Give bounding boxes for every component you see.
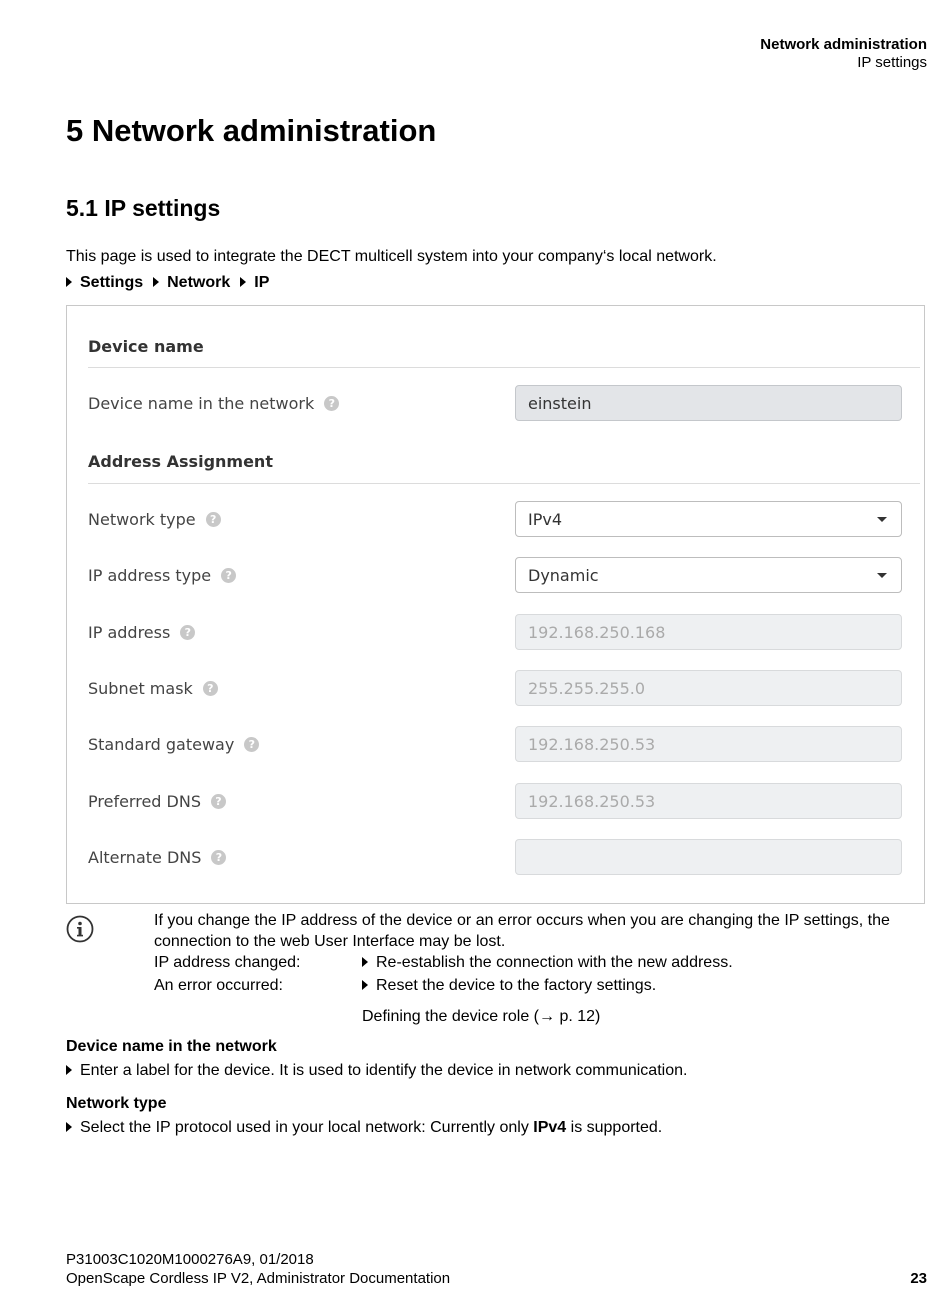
ip-settings-panel — [66, 305, 925, 904]
arrow-icon: → — [538, 1008, 560, 1025]
footer-doc-title: OpenScape Cordless IP V2, Administrator Documentation — [66, 1270, 451, 1287]
network-type-value: IPv4 — [528, 509, 563, 529]
section-heading: 5.1 IP settings — [66, 195, 221, 221]
section-device-name: Device name — [88, 337, 204, 356]
arrow-right-icon — [362, 980, 368, 990]
help-icon[interactable]: ? — [211, 794, 226, 809]
alternate-dns-label: Alternate DNS ? — [88, 839, 226, 875]
help-icon[interactable]: ? — [211, 850, 226, 865]
ip-address-input[interactable]: 192.168.250.168 — [515, 614, 902, 650]
case-ip-changed: IP address changed: — [154, 954, 301, 971]
help-icon[interactable]: ? — [244, 737, 259, 752]
ip-address-type-select[interactable] — [515, 557, 902, 593]
menu-path-item: Network — [153, 274, 230, 292]
ip-address-label: IP address ? — [88, 614, 195, 650]
help-icon[interactable]: ? — [221, 568, 236, 583]
chevron-down-icon — [877, 573, 887, 578]
network-type-label: Network type ? — [88, 501, 221, 537]
arrow-right-icon — [240, 277, 246, 287]
definition-text-device-name: Enter a label for the device. It is used to identify the device in network communication. — [66, 1062, 687, 1080]
arrow-right-icon — [66, 277, 72, 287]
section-address-assignment: Address Assignment — [88, 452, 273, 471]
arrow-right-icon — [153, 277, 159, 287]
subnet-mask-input[interactable]: 255.255.255.0 — [515, 670, 902, 706]
chevron-down-icon — [877, 517, 887, 522]
definition-title-device-name: Device name in the network — [66, 1038, 277, 1055]
device-name-input[interactable]: einstein — [515, 385, 902, 421]
standard-gateway-input[interactable]: 192.168.250.53 — [515, 726, 902, 762]
info-note-text: If you change the IP address of the device or an error occurs when you are changing the IP settings, the connection to the web User Interface may be lost. — [154, 912, 890, 950]
definition-title-network-type: Network type — [66, 1095, 167, 1112]
help-icon[interactable]: ? — [324, 396, 339, 411]
case-error-action: Reset the device to the factory settings. — [362, 977, 656, 995]
ip-address-type-value: Dynamic — [528, 565, 599, 585]
running-header-chapter: Network administration — [760, 36, 927, 53]
divider — [88, 367, 920, 368]
preferred-dns-label: Preferred DNS ? — [88, 783, 226, 819]
info-icon — [66, 915, 94, 943]
intro-text: This page is used to integrate the DECT multicell system into your company‘s local network. — [66, 248, 717, 265]
running-header-section: IP settings — [857, 54, 927, 71]
standard-gateway-label: Standard gateway ? — [88, 726, 259, 762]
help-icon[interactable]: ? — [180, 625, 195, 640]
ip-address-type-label: IP address type ? — [88, 557, 236, 593]
menu-path-item: Settings — [66, 274, 143, 292]
cross-reference[interactable]: Defining the device role (→ p. 12) — [362, 1008, 601, 1025]
arrow-right-icon — [66, 1122, 72, 1132]
case-error: An error occurred: — [154, 977, 283, 994]
menu-path-item: IP — [240, 274, 269, 292]
device-name-label: Device name in the network ? — [88, 385, 339, 421]
chapter-heading: 5 Network administration — [66, 113, 437, 148]
menu-path — [66, 274, 279, 292]
arrow-right-icon — [362, 957, 368, 967]
definition-text-network-type: Select the IP protocol used in your local network: Currently only IPv4 is supported. — [66, 1119, 662, 1137]
help-icon[interactable]: ? — [203, 681, 218, 696]
arrow-right-icon — [66, 1065, 72, 1075]
preferred-dns-input[interactable]: 192.168.250.53 — [515, 783, 902, 819]
help-icon[interactable]: ? — [206, 512, 221, 527]
alternate-dns-input[interactable] — [515, 839, 902, 875]
subnet-mask-label: Subnet mask ? — [88, 670, 218, 706]
divider — [88, 483, 920, 484]
footer-doc-id: P31003C1020M1000276A9, 01/2018 — [66, 1251, 314, 1268]
page-number: 23 — [910, 1270, 927, 1287]
case-ip-changed-action: Re-establish the connection with the new address. — [362, 954, 733, 972]
network-type-select[interactable] — [515, 501, 902, 537]
